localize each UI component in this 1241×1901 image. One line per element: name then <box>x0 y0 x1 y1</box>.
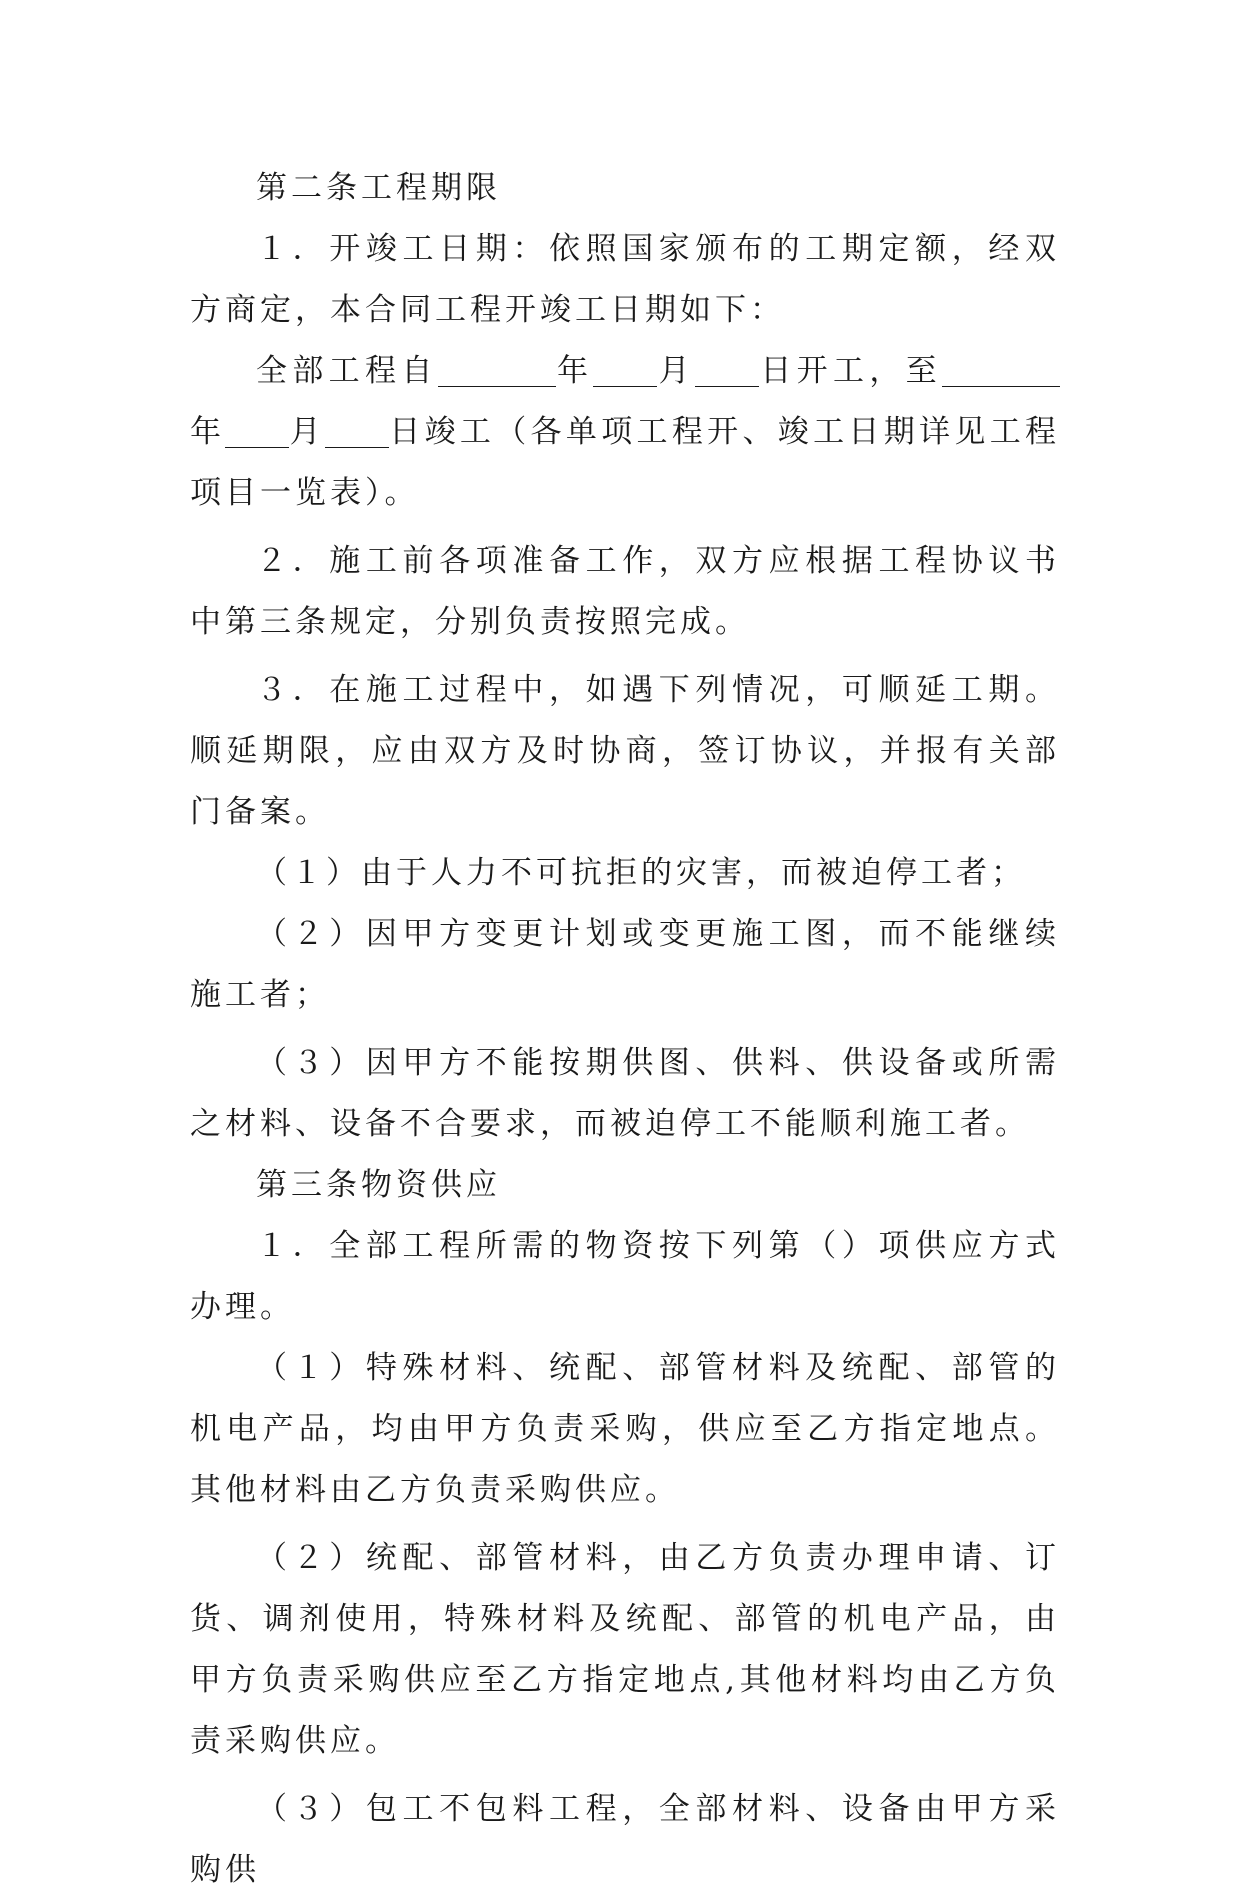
end-month-blank[interactable] <box>225 415 289 448</box>
schedule-year-label: 年 <box>555 353 594 389</box>
clause-2-1: １．开竣工日期：依照国家颁布的工期定额，经双方商定，本合同工程开竣工日期如下： <box>190 231 1060 328</box>
clause-3-1-item-3: （３）包工不包料工程，全部材料、设备由甲方采购供 <box>190 1791 1060 1888</box>
schedule-end-suffix: 日竣工（各单项工程开、竣工日期详见工程项目一览表）。 <box>190 414 1061 511</box>
schedule-month-label: 月 <box>657 353 696 389</box>
start-month-blank[interactable] <box>593 354 657 387</box>
end-year-blank[interactable] <box>942 354 1060 387</box>
document-body <box>190 158 1060 1901</box>
clause-2-2: ２．施工前各项准备工作，双方应根据工程协议书中第三条规定，分别负责按照完成。 <box>190 543 1060 640</box>
schedule-end-year-label: 年 <box>190 414 226 450</box>
schedule-line <box>190 341 1060 524</box>
start-year-blank[interactable] <box>438 354 556 387</box>
clause-2-3-item-1: （１）由于人力不可抗拒的灾害，而被迫停工者； <box>256 855 1026 891</box>
article-2-heading: 第二条工程期限 <box>256 170 501 206</box>
schedule-prefix: 全部工程自 <box>256 353 438 389</box>
article-3-heading: 第三条物资供应 <box>256 1167 501 1203</box>
clause-2-3: ３．在施工过程中，如遇下列情况，可顺延工期。顺延期限，应由双方及时协商，签订协议，并报有关部门备案。 <box>190 672 1060 830</box>
clause-3-1-item-2: （２）统配、部管材料，由乙方负责办理申请、订货、调剂使用，特殊材料及统配、部管的机电产品，由甲方负责采购供应至乙方指定地点,其他材料均由乙方负责采购供应。 <box>190 1540 1060 1759</box>
schedule-end-month-label: 月 <box>289 414 325 450</box>
clause-3-1-item-1: （１）特殊材料、统配、部管材料及统配、部管的机电产品，均由甲方负责采购，供应至乙方指定地点。其他材料由乙方负责采购供应。 <box>190 1350 1060 1508</box>
clause-2-3-item-2: （２）因甲方变更计划或变更施工图，而不能继续施工者； <box>190 916 1060 1013</box>
end-day-blank[interactable] <box>325 415 389 448</box>
clause-2-3-item-3: （３）因甲方不能按期供图、供料、供设备或所需之材料、设备不合要求，而被迫停工不能顺利施工者。 <box>190 1045 1060 1142</box>
schedule-start-day-label: 日开工，至 <box>759 353 943 389</box>
start-day-blank[interactable] <box>695 354 759 387</box>
clause-3-1: １．全部工程所需的物资按下列第（）项供应方式办理。 <box>190 1228 1060 1325</box>
